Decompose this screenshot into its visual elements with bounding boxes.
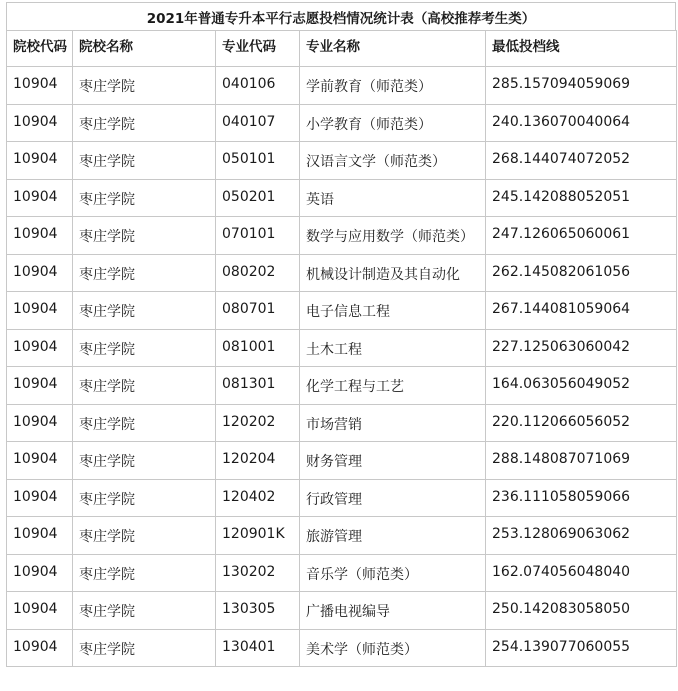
school-code-cell: 10904: [7, 404, 73, 442]
min-score-cell: 240.136070040064: [486, 104, 677, 142]
major-code-cell: 050101: [216, 142, 300, 180]
major-code-cell: 050201: [216, 179, 300, 217]
school-name-cell: 枣庄学院: [73, 592, 216, 630]
school-name-cell: 枣庄学院: [73, 67, 216, 105]
table-row: [7, 442, 677, 480]
min-score-cell: 250.142083058050: [486, 592, 677, 630]
major-name-cell: 英语: [300, 179, 486, 217]
table-row: [7, 217, 677, 255]
major-code-cell: 120202: [216, 404, 300, 442]
major-name-cell: 化学工程与工艺: [300, 367, 486, 405]
school-code-cell: 10904: [7, 142, 73, 180]
min-score-cell: 236.111058059066: [486, 479, 677, 517]
major-name-cell: 音乐学（师范类）: [300, 554, 486, 592]
school-code-cell: 10904: [7, 254, 73, 292]
header-school-code: 院校代码: [7, 31, 73, 67]
school-name-cell: 枣庄学院: [73, 217, 216, 255]
data-grid: [6, 30, 677, 667]
min-score-cell: 220.112066056052: [486, 404, 677, 442]
major-name-cell: 土木工程: [300, 329, 486, 367]
major-name-cell: 财务管理: [300, 442, 486, 480]
school-code-cell: 10904: [7, 517, 73, 555]
major-name-cell: 广播电视编导: [300, 592, 486, 630]
min-score-cell: 245.142088052051: [486, 179, 677, 217]
table-row: [7, 329, 677, 367]
table-row: [7, 104, 677, 142]
major-name-cell: 小学教育（师范类）: [300, 104, 486, 142]
major-code-cell: 080701: [216, 292, 300, 330]
school-code-cell: 10904: [7, 479, 73, 517]
table-row: [7, 592, 677, 630]
header-min-score: 最低投档线: [486, 31, 677, 67]
table-row: [7, 254, 677, 292]
school-name-cell: 枣庄学院: [73, 554, 216, 592]
major-code-cell: 130305: [216, 592, 300, 630]
table-body: [7, 67, 677, 667]
school-name-cell: 枣庄学院: [73, 517, 216, 555]
major-name-cell: 美术学（师范类）: [300, 629, 486, 667]
header-row: [7, 31, 677, 67]
major-name-cell: 机械设计制造及其自动化: [300, 254, 486, 292]
major-name-cell: 汉语言文学（师范类）: [300, 142, 486, 180]
table-row: [7, 67, 677, 105]
school-name-cell: 枣庄学院: [73, 292, 216, 330]
major-name-cell: 旅游管理: [300, 517, 486, 555]
table-row: [7, 629, 677, 667]
min-score-cell: 253.128069063062: [486, 517, 677, 555]
school-name-cell: 枣庄学院: [73, 254, 216, 292]
school-code-cell: 10904: [7, 217, 73, 255]
school-code-cell: 10904: [7, 367, 73, 405]
school-code-cell: 10904: [7, 292, 73, 330]
major-code-cell: 040106: [216, 67, 300, 105]
school-code-cell: 10904: [7, 329, 73, 367]
min-score-cell: 247.126065060061: [486, 217, 677, 255]
major-name-cell: 行政管理: [300, 479, 486, 517]
major-name-cell: 学前教育（师范类）: [300, 67, 486, 105]
school-code-cell: 10904: [7, 442, 73, 480]
table-row: [7, 179, 677, 217]
major-code-cell: 081301: [216, 367, 300, 405]
school-name-cell: 枣庄学院: [73, 442, 216, 480]
major-code-cell: 081001: [216, 329, 300, 367]
major-code-cell: 120402: [216, 479, 300, 517]
school-code-cell: 10904: [7, 592, 73, 630]
header-school-name: 院校名称: [73, 31, 216, 67]
school-code-cell: 10904: [7, 104, 73, 142]
header-major-code: 专业代码: [216, 31, 300, 67]
major-code-cell: 120901K: [216, 517, 300, 555]
min-score-cell: 262.145082061056: [486, 254, 677, 292]
min-score-cell: 288.148087071069: [486, 442, 677, 480]
school-code-cell: 10904: [7, 554, 73, 592]
min-score-cell: 254.139077060055: [486, 629, 677, 667]
table-row: [7, 479, 677, 517]
table-row: [7, 517, 677, 555]
table-row: [7, 554, 677, 592]
min-score-cell: 267.144081059064: [486, 292, 677, 330]
school-name-cell: 枣庄学院: [73, 479, 216, 517]
header-major-name: 专业名称: [300, 31, 486, 67]
min-score-cell: 164.063056049052: [486, 367, 677, 405]
school-name-cell: 枣庄学院: [73, 629, 216, 667]
school-code-cell: 10904: [7, 67, 73, 105]
table-row: [7, 367, 677, 405]
table-row: [7, 404, 677, 442]
major-name-cell: 电子信息工程: [300, 292, 486, 330]
major-name-cell: 数学与应用数学（师范类）: [300, 217, 486, 255]
major-code-cell: 130401: [216, 629, 300, 667]
school-code-cell: 10904: [7, 179, 73, 217]
school-name-cell: 枣庄学院: [73, 367, 216, 405]
min-score-cell: 285.157094059069: [486, 67, 677, 105]
min-score-cell: 268.144074072052: [486, 142, 677, 180]
table-row: [7, 292, 677, 330]
major-code-cell: 070101: [216, 217, 300, 255]
major-code-cell: 120204: [216, 442, 300, 480]
table-title: 2021年普通专升本平行志愿投档情况统计表（高校推荐考生类）: [6, 2, 676, 30]
major-code-cell: 040107: [216, 104, 300, 142]
table-row: [7, 142, 677, 180]
school-name-cell: 枣庄学院: [73, 329, 216, 367]
school-name-cell: 枣庄学院: [73, 142, 216, 180]
school-name-cell: 枣庄学院: [73, 104, 216, 142]
school-name-cell: 枣庄学院: [73, 179, 216, 217]
school-code-cell: 10904: [7, 629, 73, 667]
major-code-cell: 130202: [216, 554, 300, 592]
min-score-cell: 162.074056048040: [486, 554, 677, 592]
school-name-cell: 枣庄学院: [73, 404, 216, 442]
min-score-cell: 227.125063060042: [486, 329, 677, 367]
major-name-cell: 市场营销: [300, 404, 486, 442]
major-code-cell: 080202: [216, 254, 300, 292]
admission-score-table: [6, 2, 676, 667]
